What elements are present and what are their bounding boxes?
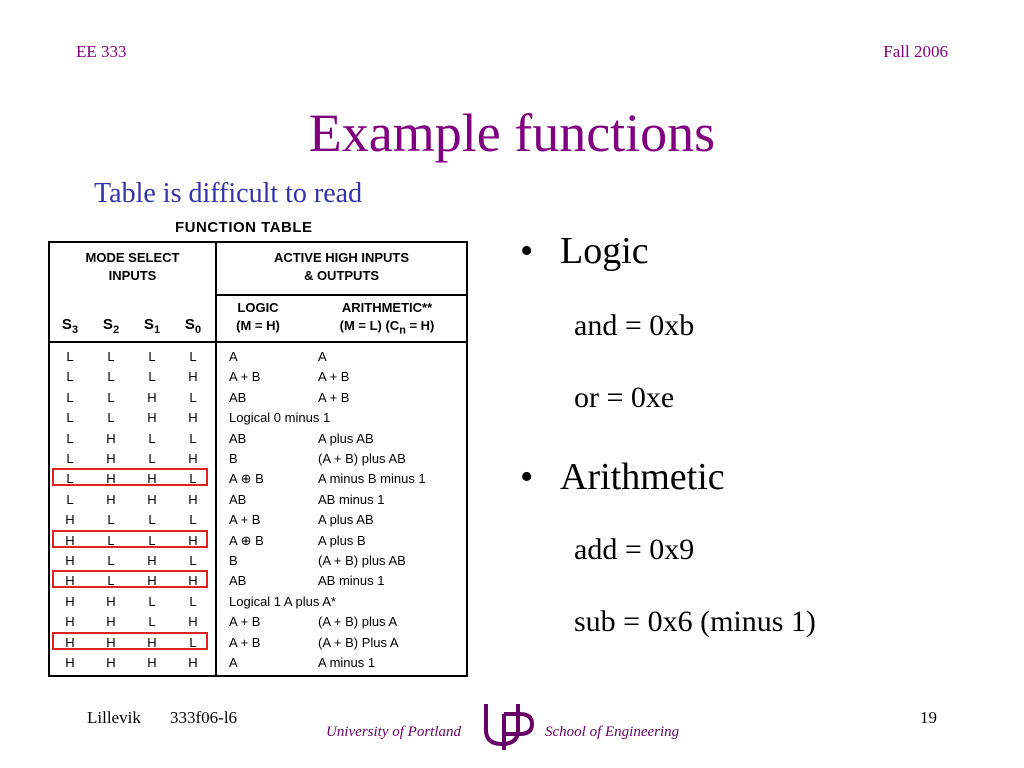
select-s2-cell: H [106, 593, 116, 609]
active-high-line2: & OUTPUTS [303, 268, 380, 283]
select-s2-cell: L [107, 553, 115, 568]
select-s0-cell: H [188, 532, 198, 548]
select-s2-cell: L [107, 512, 115, 528]
sel-header-s1: $S_1$ [143, 316, 161, 336]
arith-cell: A minus B minus 1 [318, 471, 426, 487]
logic-cell: B [229, 553, 238, 568]
logo-right-text: School of Engineering [545, 724, 680, 740]
table-divider [215, 294, 466, 296]
active-high-line1: ACTIVE HIGH INPUTS [273, 250, 410, 265]
table-row [50, 653, 466, 673]
arith-cell: (A + B) plus AB [318, 553, 406, 568]
arith-cell: A minus 1 [318, 655, 376, 670]
arith-cell: A plus AB [318, 430, 374, 446]
university-logo [320, 700, 700, 752]
up-monogram-icon [480, 700, 536, 752]
select-s3-cell: H [65, 655, 75, 670]
logic-cell: B [229, 451, 238, 466]
table-row [50, 633, 466, 653]
mode-select-header [50, 249, 215, 285]
select-s2-cell: H [106, 471, 116, 487]
select-s2-cell: L [107, 369, 115, 385]
table-row [50, 469, 466, 489]
arith-cell: AB minus 1 [318, 573, 385, 589]
select-s1-cell: H [147, 655, 157, 670]
select-s0-cell: L [189, 349, 197, 364]
select-s1-cell: L [148, 512, 156, 528]
select-s1-cell: L [148, 349, 156, 364]
select-s2-cell: H [106, 614, 116, 630]
logic-cell: A ⊕ B [229, 471, 264, 487]
select-s1-cell: H [147, 573, 157, 589]
select-s2-cell: H [106, 451, 116, 466]
select-s2-cell: L [107, 573, 115, 589]
select-s3-cell: H [65, 614, 75, 630]
select-s3-cell: L [66, 410, 74, 426]
select-s0-cell: H [188, 614, 198, 630]
select-s3-cell: H [65, 634, 75, 650]
select-s3-cell: L [66, 369, 74, 385]
table-row [50, 429, 466, 449]
table-row [50, 531, 466, 551]
select-s0-cell: L [189, 593, 197, 609]
arith-cell: (A + B) plus A [318, 614, 398, 630]
logo-left-text: University of Portland [326, 724, 461, 740]
term-label: Fall 2006 [883, 42, 948, 61]
select-s1-cell: L [148, 451, 156, 466]
function-table-title: FUNCTION TABLE [175, 219, 313, 236]
bullet-logic-label: Logic [560, 230, 649, 272]
footer-file: 333f06-l6 [170, 708, 238, 727]
select-s3-cell: H [65, 553, 75, 568]
select-s3-cell: H [65, 593, 75, 609]
logic-cell: A [229, 655, 238, 670]
select-s1-cell: L [148, 369, 156, 385]
logic-header-line1: LOGIC [237, 300, 279, 315]
table-row [50, 449, 466, 469]
arith-cell: A + B [318, 369, 350, 385]
select-s3-cell: L [66, 349, 74, 364]
select-s1-cell: H [147, 410, 157, 426]
arith-cell: (A + B) plus AB [318, 451, 406, 466]
logic-cell: Logical 0 minus 1 [229, 410, 331, 426]
select-s0-cell: H [188, 491, 198, 507]
logic-cell: AB [229, 491, 247, 507]
logic-cell: AB [229, 389, 247, 405]
sel-header-s3: $S_3$ [61, 316, 79, 336]
logic-cell: A [229, 349, 238, 364]
select-s1-cell: L [148, 614, 156, 630]
select-s0-cell: H [188, 655, 198, 670]
arith-cell: (A + B) Plus A [318, 634, 399, 650]
arith-item: add = 0x9 [574, 533, 695, 566]
arith-mode-text: (M = L) (C [339, 318, 400, 333]
arith-cell: A [318, 349, 327, 364]
select-s1-cell: L [148, 430, 156, 446]
bullet-arith-label: Arithmetic [560, 456, 725, 498]
select-s3-cell: H [65, 532, 75, 548]
select-s0-cell: L [189, 634, 197, 650]
select-s0-cell: H [188, 410, 198, 426]
select-s0-cell: L [189, 471, 197, 487]
select-s1-cell: L [148, 532, 156, 548]
logic-cell: A ⊕ B [229, 532, 264, 548]
slide-subtitle: Table is difficult to read [94, 178, 363, 209]
select-s3-cell: L [66, 389, 74, 405]
logic-cell: A + B [229, 369, 261, 385]
footer-author: Lillevik [87, 708, 141, 727]
select-s1-cell: H [147, 389, 157, 405]
select-s2-cell: L [107, 410, 115, 426]
arith-cell: A plus B [318, 532, 366, 548]
bullet-arithmetic: • Arithmetic [520, 456, 725, 498]
sel-header-s2: $S_2$ [102, 316, 120, 336]
arith-mode-end: = H) [405, 318, 435, 333]
select-s1-cell: H [147, 491, 157, 507]
select-s2-cell: H [106, 655, 116, 670]
arith-header [312, 299, 462, 340]
logic-cell: Logical 1 A plus A* [229, 593, 336, 609]
table-row [50, 571, 466, 591]
arith-cell: AB minus 1 [318, 491, 385, 507]
select-s1-cell: L [148, 593, 156, 609]
select-s0-cell: H [188, 451, 198, 466]
select-s2-cell: H [106, 634, 116, 650]
logic-item: or = 0xe [574, 381, 675, 414]
slide-title: Example functions [308, 103, 716, 163]
table-row [50, 347, 466, 367]
mode-select-line1: MODE SELECT [85, 250, 180, 265]
arith-header-line1: ARITHMETIC** [341, 300, 433, 315]
logic-header-line2: (M = H) [236, 318, 280, 333]
select-s2-cell: H [106, 430, 116, 446]
bullet-logic: • Logic [520, 230, 649, 272]
select-s3-cell: L [66, 491, 74, 507]
logic-cell: AB [229, 573, 247, 589]
select-s2-cell: L [107, 349, 115, 364]
logic-cell: A + B [229, 512, 261, 528]
logic-cell: A + B [229, 614, 261, 630]
logic-item: and = 0xb [574, 309, 695, 342]
select-s0-cell: L [189, 512, 197, 528]
select-s1-cell: H [147, 471, 157, 487]
table-row [50, 510, 466, 530]
select-s3-cell: L [66, 451, 74, 466]
page-number: 19 [920, 708, 937, 727]
select-s3-cell: H [65, 512, 75, 528]
logic-cell: AB [229, 430, 247, 446]
function-table [48, 241, 468, 677]
select-s0-cell: H [188, 369, 198, 385]
select-s0-cell: L [189, 553, 197, 568]
select-s3-cell: L [66, 471, 74, 487]
arith-cell: A plus AB [318, 512, 374, 528]
select-s0-cell: L [189, 389, 197, 405]
table-row [50, 592, 466, 612]
sel-header-s0: $S_0$ [184, 316, 202, 336]
table-row [50, 612, 466, 632]
mode-select-line2: INPUTS [108, 268, 157, 283]
select-s3-cell: H [65, 573, 75, 589]
select-s0-cell: H [188, 573, 198, 589]
select-s1-cell: H [147, 553, 157, 568]
course-label: EE 333 [76, 42, 127, 61]
arith-header-line2 [312, 317, 462, 340]
arith-cell: A + B [318, 389, 350, 405]
select-s2-cell: L [107, 532, 115, 548]
table-row [50, 388, 466, 408]
table-row [50, 551, 466, 571]
select-s1-cell: H [147, 634, 157, 650]
logic-cell: A + B [229, 634, 261, 650]
select-s2-cell: L [107, 389, 115, 405]
logic-header [218, 299, 298, 335]
table-row [50, 408, 466, 428]
carry-sub: n [399, 324, 406, 337]
arith-item: sub = 0x6 (minus 1) [574, 605, 816, 638]
select-s0-cell: L [189, 430, 197, 446]
table-row [50, 490, 466, 510]
select-s3-cell: L [66, 430, 74, 446]
table-divider [50, 341, 466, 343]
table-row [50, 367, 466, 387]
select-s2-cell: H [106, 491, 116, 507]
active-high-header [217, 249, 466, 285]
